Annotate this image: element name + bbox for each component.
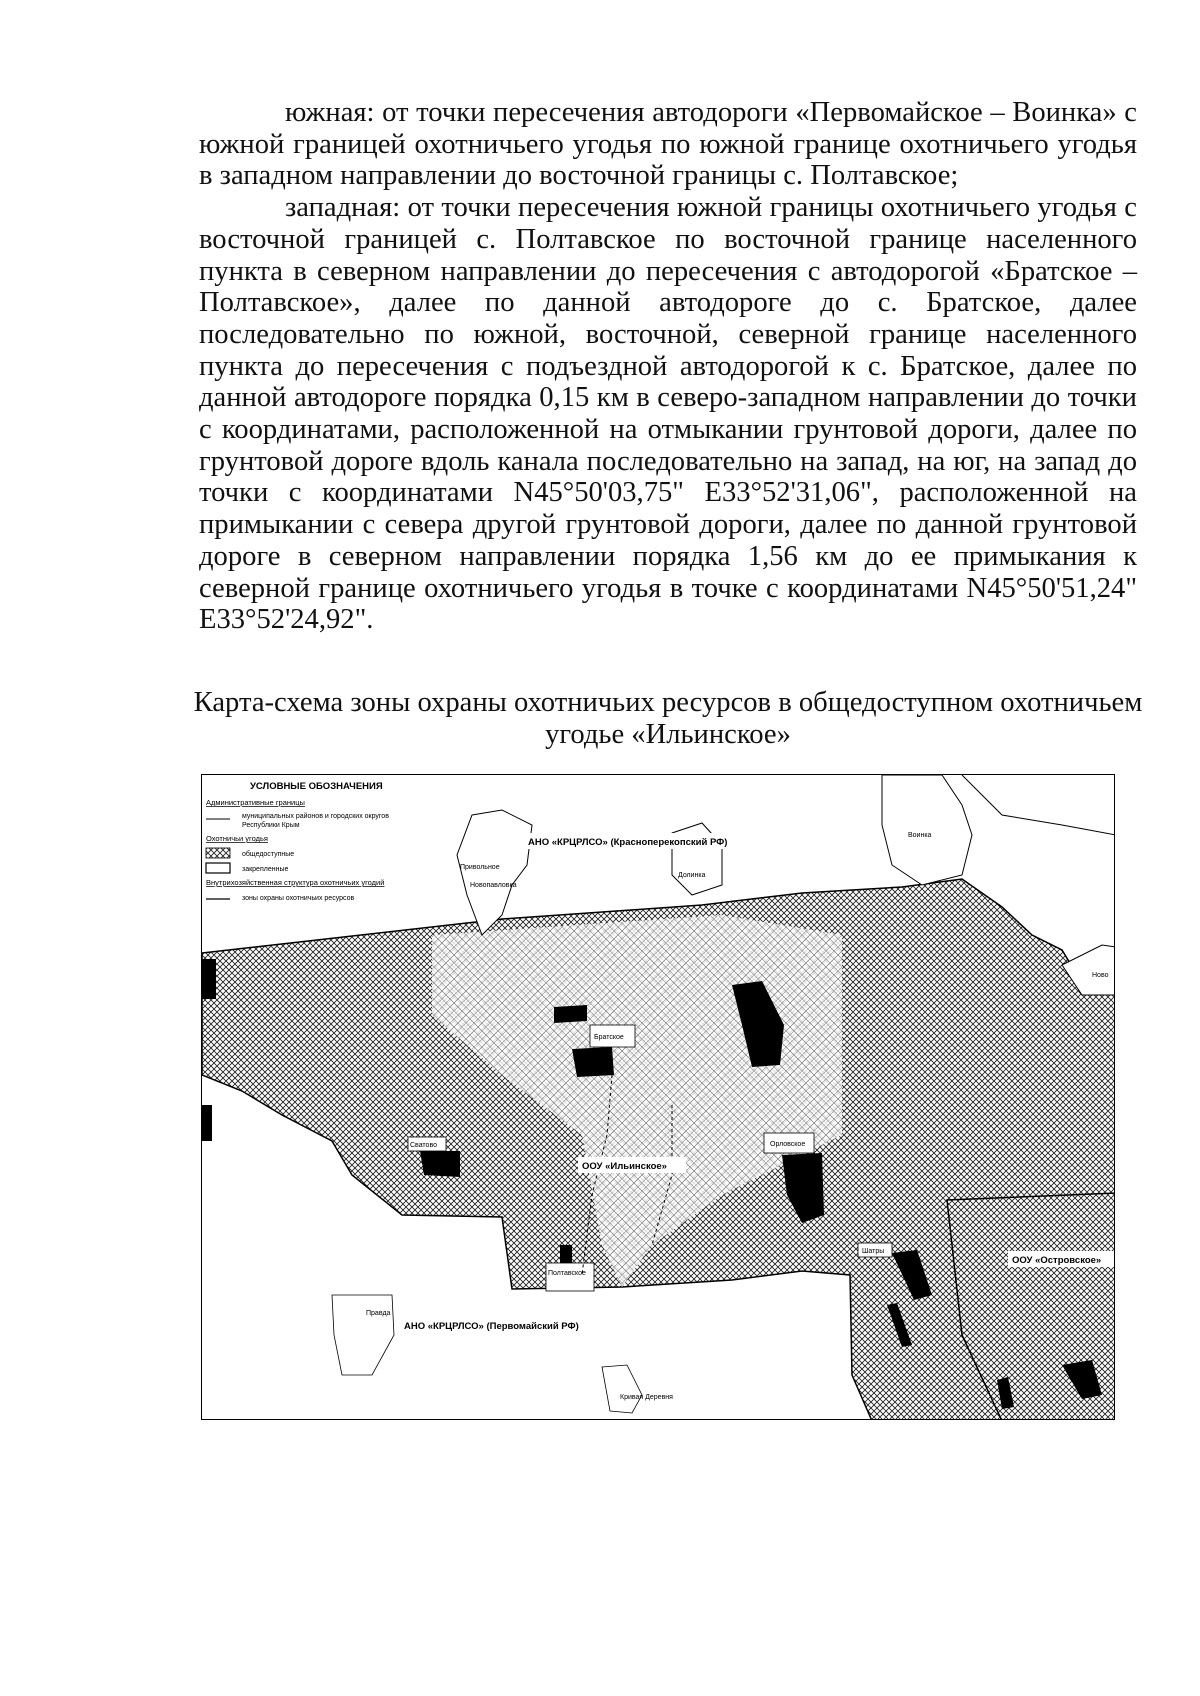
- label-east-area: ООУ «Островское»: [1012, 1255, 1102, 1266]
- label-shatry: Шатры: [862, 1248, 885, 1255]
- label-krivaya: Кривая Деревня: [620, 1394, 673, 1401]
- label-orlovskoe: Орловское: [770, 1141, 806, 1148]
- map-caption: [190, 687, 1146, 751]
- legend-swatch-public: [206, 848, 230, 858]
- zone-svatovo: [420, 1151, 460, 1177]
- paragraph-south-boundary: южная: от точки пересечения автодороги «Первомайское – Воинка» с южной границей охотничьего угодья по южной границе охотничьего угодья в западном направлении до восточной границы с. Полтавское;: [199, 97, 1137, 192]
- settlement-pravda-outline: [332, 1295, 394, 1375]
- zone-west-edge: [202, 959, 216, 999]
- map-caption-line-2: угодье «Ильинское»: [545, 719, 791, 750]
- zone-poltavskoe: [560, 1245, 572, 1265]
- legend-swatch-fixed: [206, 863, 230, 873]
- label-main-area: ООУ «Ильинское»: [582, 1161, 667, 1172]
- legend-section-hunting: Охотничьи угодья: [206, 834, 268, 843]
- legend-section-structure: Внутрихозяйственная структура охотничьих угодий: [206, 878, 385, 887]
- label-voinka: Воинка: [908, 832, 932, 839]
- map-scheme: [201, 774, 1115, 1420]
- legend: [202, 775, 438, 925]
- right-boundary-line: [962, 775, 1115, 835]
- zone-west-edge-2: [202, 1105, 212, 1141]
- map-svg: [202, 775, 1115, 1420]
- label-north-area: АНО «КРЦРЛСО» (Красноперекопский РФ): [528, 837, 728, 848]
- settlement-voinka-outline: [882, 775, 972, 885]
- settlement-krivaya-outline: [602, 1365, 642, 1413]
- label-privolnoe: Привольное: [460, 864, 500, 871]
- legend-item-fixed: закрепленные: [242, 866, 289, 873]
- label-south-area: АНО «КРЦРЛСО» (Первомайский РФ): [404, 1321, 579, 1332]
- label-novo: Ново: [1092, 972, 1109, 979]
- map-caption-line-1: Карта-схема зоны охраны охотничьих ресурсов в общедоступном охотничьем: [193, 687, 1143, 718]
- settlement-privolnoe-outline: [457, 810, 532, 935]
- label-pravda: Правда: [366, 1310, 391, 1317]
- body-text: [199, 97, 1137, 636]
- zone-bratskoe-north: [554, 1005, 587, 1023]
- label-novopavlovka: Новопавловка: [470, 882, 517, 889]
- zone-bratskoe: [572, 1047, 614, 1077]
- label-bratskoe: Братское: [594, 1034, 624, 1041]
- legend-item-zones: зоны охраны охотничьих ресурсов: [242, 895, 355, 902]
- legend-item-public: общедоступные: [242, 851, 295, 858]
- settlement-poltavskoe: [546, 1263, 594, 1291]
- legend-admin-line-2: Республики Крым: [242, 822, 300, 829]
- legend-admin-line-1: муниципальных районов и городских округов: [242, 813, 389, 820]
- label-poltavskoe: Полтавское: [548, 1270, 586, 1277]
- label-dolinka: Долинка: [678, 872, 706, 879]
- label-svatovo: Сватово: [410, 1142, 437, 1149]
- paragraph-west-boundary: западная: от точки пересечения южной границы охотничьего угодья с восточной границей с. Полтавское по восточной границе населенного пункта в северном направлении до пересечения с автодорогой «Братское – Полтавское», далее по данной автодороге до с. Братское, далее последовательно по южной, восточной, северной границе населенного пункта до пересечения с подъездной автодорогой к с. Братское, далее по данной автодороге порядка 0,15 км в северо-западном направлении до точки с координатами, расположенной на отмыкании грунтовой дороги, далее по грунтовой дороге вдоль канала последовательно на запад, на юг, на запад до точки с координатами N45°50'03,75" E33°52'31,06", расположенной на примыкании с севера другой грунтовой дороги, далее по данной грунтовой дороге в северном направлении порядка 1,56 км до ее примыкания к северной границе охотничьего угодья в точке с координатами N45°50'51,24" E33°52'24,92".: [199, 192, 1137, 636]
- legend-section-admin: Административные границы: [206, 798, 305, 807]
- legend-title: УСЛОВНЫЕ ОБОЗНАЧЕНИЯ: [250, 781, 383, 792]
